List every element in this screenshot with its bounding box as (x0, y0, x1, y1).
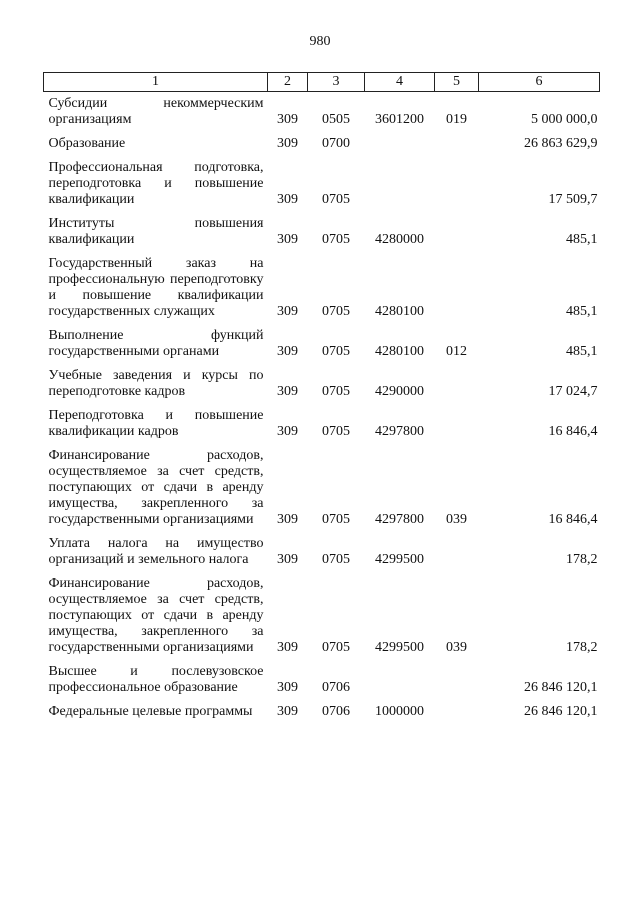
table-row (44, 132, 600, 156)
row-code-2-cell: 309 (277, 232, 298, 247)
row-name-cell: Субсидии некоммерческим организациям (48, 96, 264, 127)
row-code-2-cell: 309 (277, 680, 298, 695)
row-amount-cell: 26 846 120,1 (524, 704, 598, 719)
row-code-3-cell: 0705 (322, 232, 350, 247)
row-amount-cell: 178,2 (566, 552, 598, 567)
row-code-3-cell: 0505 (322, 112, 350, 127)
row-code-5-cell (435, 156, 479, 212)
row-code-5-cell: 012 (446, 344, 467, 359)
row-code-2-cell: 309 (277, 192, 298, 207)
row-amount-cell: 16 846,4 (548, 512, 598, 527)
row-name-cell: Образование (48, 136, 126, 151)
row-code-4-cell: 4297800 (375, 424, 424, 439)
row-code-4-cell (365, 660, 435, 700)
row-name-cell: Учебные заведения и курсы по переподготовке кадров (48, 368, 264, 399)
column-header: 5 (435, 73, 479, 92)
row-amount-cell: 485,1 (566, 232, 598, 247)
row-code-4-cell: 3601200 (375, 112, 424, 127)
row-code-3-cell: 0705 (322, 512, 350, 527)
row-code-5-cell (435, 364, 479, 404)
row-name-cell: Высшее и послевузовское профессиональное образование (48, 664, 264, 695)
table-row (44, 92, 600, 133)
row-code-3-cell: 0705 (322, 304, 350, 319)
row-amount-cell: 485,1 (566, 344, 598, 359)
row-code-3-cell: 0705 (322, 192, 350, 207)
row-amount-cell: 17 509,7 (548, 192, 598, 207)
table-row (44, 324, 600, 364)
column-header: 1 (44, 73, 268, 92)
table-row (44, 404, 600, 444)
row-code-2-cell: 309 (277, 112, 298, 127)
column-header: 2 (268, 73, 308, 92)
row-name-cell: Финансирование расходов, осуществляемое за счет средств, поступающих от сдачи в аренду имущества, закрепленного за государственными организациями (48, 448, 264, 527)
row-code-2-cell: 309 (277, 304, 298, 319)
row-code-5-cell (435, 132, 479, 156)
row-name-cell: Уплата налога на имущество организаций и земельного налога (48, 536, 264, 567)
row-code-4-cell: 4280100 (375, 304, 424, 319)
table-row (44, 364, 600, 404)
row-name-cell: Переподготовка и повышение квалификации кадров (48, 408, 264, 439)
row-code-3-cell: 0705 (322, 424, 350, 439)
row-amount-cell: 16 846,4 (548, 424, 598, 439)
table-body (44, 92, 600, 725)
row-amount-cell: 26 863 629,9 (524, 136, 598, 151)
row-code-5-cell: 019 (446, 112, 467, 127)
row-code-5-cell (435, 532, 479, 572)
row-code-4-cell: 4280000 (375, 232, 424, 247)
budget-table (43, 72, 600, 724)
row-code-3-cell: 0700 (322, 136, 350, 151)
row-code-2-cell: 309 (277, 384, 298, 399)
row-amount-cell: 178,2 (566, 640, 598, 655)
row-name-cell: Выполнение функций государственными органами (48, 328, 264, 359)
table-row (44, 660, 600, 700)
row-code-2-cell: 309 (277, 552, 298, 567)
row-code-5-cell: 039 (446, 640, 467, 655)
row-code-4-cell: 1000000 (375, 704, 424, 719)
row-code-5-cell: 039 (446, 512, 467, 527)
row-code-2-cell: 309 (277, 704, 298, 719)
row-code-4-cell: 4297800 (375, 512, 424, 527)
table-header-row (44, 73, 600, 92)
table-row (44, 572, 600, 660)
row-code-4-cell: 4280100 (375, 344, 424, 359)
table-row (44, 700, 600, 724)
row-name-cell: Государственный заказ на профессиональную переподготовку и повышение квалификации государственных служащих (48, 256, 264, 319)
row-code-4-cell: 4290000 (375, 384, 424, 399)
row-code-5-cell (435, 212, 479, 252)
column-header: 6 (479, 73, 600, 92)
row-code-2-cell: 309 (277, 424, 298, 439)
page-number: 980 (309, 34, 331, 49)
row-code-5-cell (435, 404, 479, 444)
row-code-3-cell: 0705 (322, 552, 350, 567)
row-name-cell: Профессиональная подготовка, переподготовка и повышение квалификации (48, 160, 264, 207)
row-code-2-cell: 309 (277, 136, 298, 151)
column-header: 4 (365, 73, 435, 92)
table-row (44, 156, 600, 212)
row-code-3-cell: 0706 (322, 704, 350, 719)
row-code-2-cell: 309 (277, 640, 298, 655)
row-name-cell: Федеральные целевые программы (48, 704, 253, 719)
row-code-5-cell (435, 660, 479, 700)
row-code-5-cell (435, 252, 479, 324)
row-code-3-cell: 0705 (322, 384, 350, 399)
row-code-4-cell: 4299500 (375, 552, 424, 567)
row-code-3-cell: 0705 (322, 640, 350, 655)
row-amount-cell: 5 000 000,0 (531, 112, 598, 127)
table-row (44, 532, 600, 572)
row-code-4-cell: 4299500 (375, 640, 424, 655)
table-row (44, 252, 600, 324)
row-name-cell: Институты повышения квалификации (48, 216, 264, 247)
row-amount-cell: 485,1 (566, 304, 598, 319)
row-code-4-cell (365, 132, 435, 156)
row-code-3-cell: 0705 (322, 344, 350, 359)
row-code-5-cell (435, 700, 479, 724)
row-code-3-cell: 0706 (322, 680, 350, 695)
row-amount-cell: 17 024,7 (548, 384, 598, 399)
row-code-2-cell: 309 (277, 512, 298, 527)
row-name-cell: Финансирование расходов, осуществляемое за счет средств, поступающих от сдачи в аренду имущества, закрепленного за государственными организациями (48, 576, 264, 655)
table-row (44, 212, 600, 252)
row-amount-cell: 26 846 120,1 (524, 680, 598, 695)
column-header: 3 (308, 73, 365, 92)
table-row (44, 444, 600, 532)
row-code-4-cell (365, 156, 435, 212)
row-code-2-cell: 309 (277, 344, 298, 359)
